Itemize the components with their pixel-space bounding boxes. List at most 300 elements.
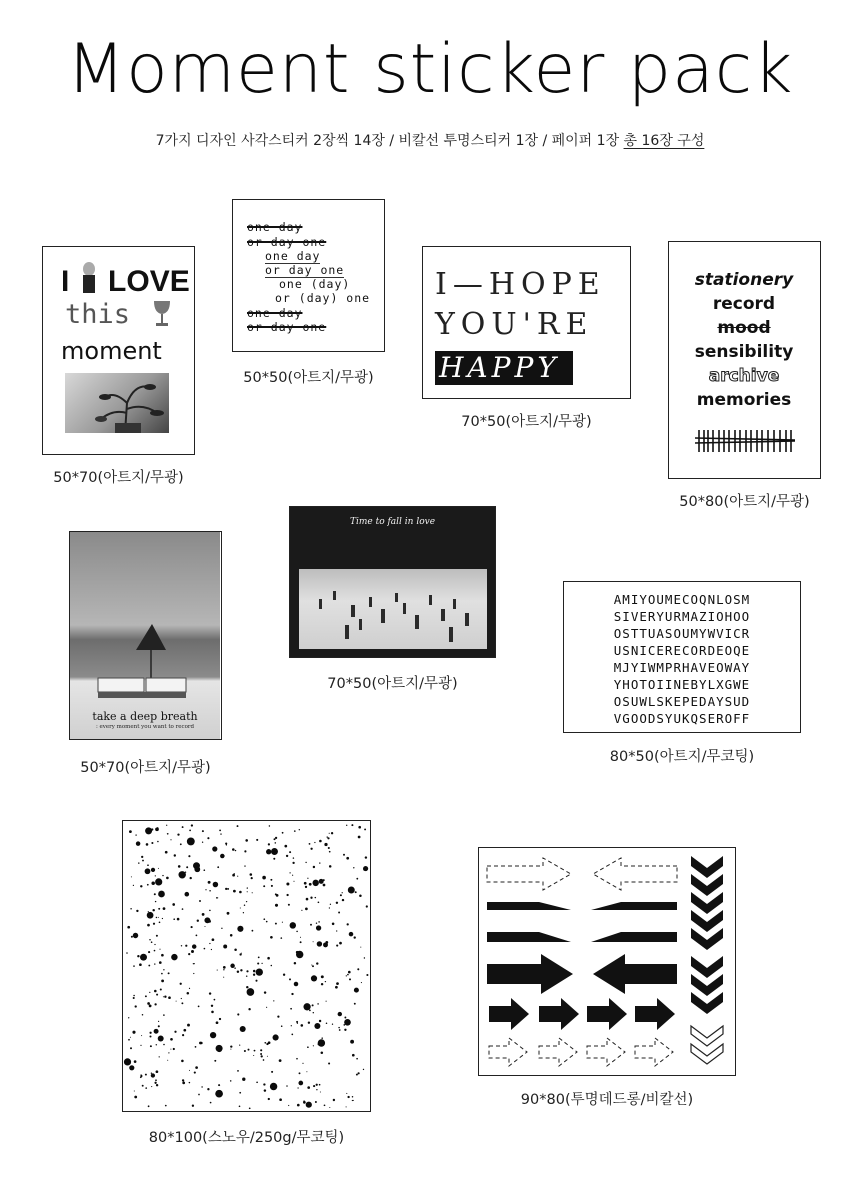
speckle-dot [237, 1070, 239, 1072]
speckle-dot [207, 837, 209, 839]
speckle-dot [154, 950, 156, 952]
speckle-dot [203, 869, 205, 871]
speckle-dot [244, 905, 245, 906]
speckle-dot [209, 943, 210, 944]
speckle-dot [158, 1021, 159, 1022]
speckle-dot [209, 910, 211, 912]
speckle-dot [264, 1089, 266, 1091]
speckle-dot [327, 836, 328, 837]
speckle-dot [157, 827, 159, 829]
speckle-dot [223, 977, 224, 978]
speckle-dot [356, 1058, 358, 1060]
speckle-dot [177, 918, 180, 921]
speckle-dot [139, 963, 142, 966]
speckle-dot [182, 1082, 185, 1085]
speckle-dot [319, 879, 324, 884]
speckle-dot [183, 1029, 186, 1032]
speckle-dot [310, 848, 312, 850]
speckle-dot [155, 875, 156, 876]
speckle-dot [271, 885, 273, 887]
speckle-dot [182, 826, 184, 828]
speckle-dot [237, 825, 239, 827]
speckle-dot [354, 1003, 356, 1005]
speckle-dot [268, 1041, 271, 1044]
speckle-dot [267, 957, 270, 960]
speckle-dot [204, 926, 205, 927]
speckle-dot [356, 1074, 358, 1076]
speckle-dot [328, 847, 330, 849]
love-line [61, 261, 190, 299]
speckle-dot [311, 964, 312, 965]
speckle-dot [156, 1044, 157, 1045]
speckle-dot [291, 993, 293, 995]
speckle-dot [332, 923, 335, 926]
speckle-dot [208, 920, 211, 923]
speckle-dot [256, 968, 263, 975]
speckle-dot [156, 1084, 158, 1086]
speckle-dot [317, 1003, 319, 1005]
caption-arrows: 90*80(투명데드롱/비칼선) [520, 1092, 694, 1108]
speckle-dot [187, 992, 190, 995]
speckle-dot [263, 1059, 265, 1061]
speckle-dot [342, 892, 343, 893]
speckle-dot [230, 934, 233, 937]
speckle-dot [162, 875, 163, 876]
sticker-love [42, 246, 195, 455]
speckle-dot [354, 988, 359, 993]
speckle-dot [131, 876, 132, 877]
speckle-dot [240, 907, 241, 908]
wordsearch-row: SIVERYURMAZIOHOO [613, 609, 751, 624]
speckle-dot [182, 1034, 184, 1036]
speckle-dot [232, 874, 235, 877]
speckle-dot [219, 829, 221, 831]
speckle-dot [248, 1049, 250, 1051]
speckle-dot [275, 893, 277, 895]
beach-text: take a deep breath [92, 710, 198, 723]
speckle-dot [251, 877, 253, 879]
speckle-dot [286, 882, 289, 885]
wordsearch-row: OSTTUASOUMYWVICR [613, 626, 751, 641]
speckle-dot [297, 1104, 300, 1107]
speckle-dot [149, 1004, 152, 1007]
speckle-dot [277, 1015, 279, 1017]
speckle-dot [181, 998, 182, 999]
speckle-dot [171, 954, 177, 960]
speckle-dot [130, 1037, 131, 1038]
speckle-dot [293, 881, 294, 882]
speckle-dot [244, 865, 245, 866]
dashed-right-arrow-icon [539, 1038, 577, 1066]
speckle-dot [292, 875, 293, 876]
speckle-dot [154, 990, 157, 993]
speckle-dot [247, 891, 248, 892]
speckle-dot [239, 891, 242, 894]
speckle-dot [140, 1045, 141, 1046]
speckle-dot [170, 1038, 173, 1041]
caption-oneday: 50*50(아트지/무광) [243, 370, 374, 386]
speckle-dot [297, 1087, 298, 1088]
speckle-dot [151, 1073, 155, 1077]
speckle-dot [313, 941, 314, 942]
speckle-dot [207, 1088, 209, 1090]
speckle-dot [286, 894, 288, 896]
speckle-dot [325, 981, 326, 982]
speckle-dot [134, 1090, 135, 1091]
speckle-dot [150, 1045, 152, 1047]
speckle-dot [256, 839, 258, 841]
speckle-dot [170, 1049, 171, 1050]
speckle-dot [303, 1100, 305, 1102]
speckle-dot [250, 873, 253, 876]
speckle-dot [134, 1096, 137, 1099]
speckle-dot [173, 1048, 175, 1050]
speckle-dot [213, 882, 219, 888]
speckle-dot [270, 879, 272, 881]
speckle-dot [333, 1099, 335, 1101]
speckle-dot [351, 824, 353, 826]
speckle-dot [214, 1060, 216, 1062]
speckle-dot [316, 925, 321, 930]
speckle-dot [142, 860, 144, 862]
word-memories: memories [696, 390, 792, 410]
speckle-dot [151, 868, 155, 872]
speckle-dot [349, 932, 354, 937]
page-subtitle [0, 130, 860, 150]
speckle-dot [197, 920, 199, 922]
speckle-dot [338, 912, 340, 914]
speckle-dot [141, 1035, 142, 1036]
speckle-dot [211, 1005, 213, 1007]
speckle-dot [308, 1022, 310, 1024]
speckle-dot [243, 912, 244, 913]
speckle-dot [267, 1056, 268, 1057]
speckle-dot [129, 830, 132, 833]
speckle-dot [237, 926, 243, 932]
speckle-dot [354, 936, 356, 938]
speckle-dot [290, 1008, 292, 1010]
speckle-dot [154, 1029, 159, 1034]
dashed-left-arrow-icon [593, 858, 677, 890]
speckle-dot [193, 862, 200, 869]
speckle-dot [342, 899, 344, 901]
speckle-dot [314, 842, 315, 843]
speckle-dot [366, 905, 368, 907]
speckle-dot [168, 996, 171, 999]
speckle-dot [142, 1014, 144, 1016]
speckle-dot [360, 947, 361, 948]
speckle-dot [352, 1054, 355, 1057]
chevron-down-icons [691, 856, 723, 1014]
speckle-dot [178, 865, 181, 868]
speckle-dot [340, 894, 342, 896]
left-arrow-icon [591, 902, 677, 910]
speckle-dot [275, 904, 278, 907]
speckle-dot [189, 1082, 190, 1083]
speckle-dot [246, 901, 247, 902]
speckle-dot [163, 996, 164, 997]
speckle-dot [141, 856, 143, 858]
speckle-dot [160, 988, 162, 990]
speckle-dot [282, 832, 284, 834]
speckle-dot [246, 970, 248, 972]
speckle-dot [217, 897, 218, 898]
speckle-dot [164, 995, 166, 997]
speckle-dot [242, 1078, 245, 1081]
speckle-dot [185, 892, 190, 897]
speckle-dot [131, 936, 133, 938]
speckle-dot [266, 849, 271, 854]
speckle-dot [225, 888, 227, 890]
speckle-dot [193, 963, 194, 964]
speckle-dot [260, 1053, 262, 1055]
speckle-dot [289, 872, 290, 873]
speckle-dot [140, 885, 142, 887]
speckle-dot [353, 867, 354, 868]
speckle-dot [329, 1107, 330, 1108]
speckle-dot [364, 828, 366, 830]
speckle-dot [166, 877, 169, 880]
speckle-dot [174, 854, 176, 856]
speckle-dot [191, 926, 193, 928]
speckle-dot [329, 833, 330, 834]
speckle-dot [158, 891, 165, 898]
speckle-dot [357, 968, 359, 970]
speckle-dot [253, 1055, 254, 1056]
plant-image [65, 373, 169, 433]
speckle-dot [225, 843, 227, 845]
speckle-dot [237, 876, 238, 877]
speckle-dot [327, 837, 329, 839]
speckle-dot [208, 881, 211, 884]
speckle-dot [248, 1008, 250, 1010]
speckle-dot [145, 1087, 147, 1089]
speckle-dot [156, 935, 158, 937]
wordsearch-row: USNICERECORDEOQE [613, 643, 751, 658]
speckle-dot [165, 1105, 167, 1107]
caption-wordsearch: 80*50(아트지/무코팅) [609, 749, 755, 765]
speckle-dot [255, 980, 257, 982]
speckle-dot [352, 1096, 354, 1098]
speckle-dot [253, 974, 255, 976]
dashed-right-arrow-icon [487, 858, 571, 890]
speckle-dot [146, 843, 149, 846]
speckle-dot [352, 1100, 353, 1101]
plant-photo [65, 373, 169, 433]
speckle-dot [271, 848, 278, 855]
speckle-dot [346, 975, 347, 976]
speckle-dot [312, 965, 314, 967]
speckle-dot [158, 908, 160, 910]
speckle-dot [302, 1063, 303, 1064]
speckle-dot [191, 824, 193, 826]
speckle-dot [148, 951, 150, 953]
speckle-dot [326, 1022, 328, 1024]
speckle-dot [313, 1012, 314, 1013]
speckle-dot [216, 1021, 219, 1024]
speckle-dot [138, 862, 139, 863]
speckle-dot [212, 846, 217, 851]
speckle-dot [366, 974, 368, 976]
speckle-dot [307, 1086, 310, 1089]
speckle-dot [329, 865, 332, 868]
speckle-dot [163, 1044, 165, 1046]
speckle-dot [321, 1052, 324, 1055]
speckle-dot [217, 970, 218, 971]
speckle-dot [290, 922, 296, 928]
oneday-line-2: or day one [247, 235, 327, 249]
speckle-dot [136, 910, 138, 912]
speckle-dot [163, 907, 166, 910]
speckle-dot [300, 941, 302, 943]
speckle-dot [328, 1062, 330, 1064]
glass-icon [152, 299, 172, 327]
crowd-photo [299, 569, 487, 649]
speckle-dot [237, 970, 239, 972]
speckle-dot [286, 1085, 288, 1087]
speckle-dot [268, 843, 270, 845]
speckle-dot [305, 886, 307, 888]
speckle-dot [309, 883, 312, 886]
speckle-dot [211, 1011, 214, 1014]
arrows-image [479, 848, 736, 1076]
speckle-dot [158, 1036, 164, 1042]
speckle-dot [161, 973, 163, 975]
speckle-dot [261, 1055, 263, 1057]
speckle-dot [286, 855, 288, 857]
speckle-dot [181, 1060, 184, 1063]
speckle-dot [186, 866, 188, 868]
speckle-dot [159, 949, 160, 950]
speckle-dot [193, 973, 194, 974]
speckle-dot [350, 1040, 354, 1044]
speckle-dot [307, 1046, 309, 1048]
speckle-dot [313, 1045, 314, 1046]
speckle-dot [176, 1001, 177, 1002]
wordsearch-row: OSUWLSKEPEDAYSUD [613, 694, 751, 709]
speckle-dot [163, 969, 164, 970]
speckle-dot [127, 926, 130, 929]
speckle-dot [364, 957, 365, 958]
speckle-dot [284, 845, 287, 848]
speckle-dot [305, 862, 306, 863]
speckle-dot [158, 868, 159, 869]
speckle-dot [336, 982, 339, 985]
speckle-dot [234, 949, 237, 952]
speckle-dot [151, 882, 154, 885]
right-arrow-icon [587, 998, 627, 1030]
speckle-dot [192, 1105, 194, 1107]
speckle-dot [159, 961, 162, 964]
speckle-dot [237, 1013, 239, 1015]
speckle-dot [134, 1060, 137, 1063]
speckle-dot [136, 841, 141, 846]
speckle-dot [254, 1050, 256, 1052]
speckle-dot [158, 917, 159, 918]
speckle-dot [258, 957, 260, 959]
speckle-dot [316, 922, 317, 923]
speckle-dot [273, 858, 275, 860]
speckle-dot [305, 908, 308, 911]
speckle-dot [264, 1042, 266, 1044]
speckle-dot [301, 1024, 304, 1027]
speckle-dot [347, 974, 349, 976]
speckle-dot [147, 1002, 150, 1005]
sticker-oneday [232, 199, 385, 352]
speckle-dot [246, 975, 247, 976]
speckle-dot [339, 942, 342, 945]
speckle-dot [289, 851, 291, 853]
speckle-dot [181, 1002, 183, 1004]
speckle-dot [154, 944, 155, 945]
speckle-dot [275, 837, 277, 839]
speckle-dot [268, 1098, 270, 1100]
speckle-dot [343, 1024, 345, 1026]
speckle-dot [233, 890, 236, 893]
speckle-dot [130, 1047, 132, 1049]
speckle-dot [314, 1023, 320, 1029]
speckle-dot [271, 1071, 273, 1073]
speckle-dot [279, 1098, 282, 1101]
speckle-dot [252, 892, 253, 893]
subtitle-total: 총 16장 구성 [623, 133, 705, 149]
speckle-dot [218, 1090, 220, 1092]
speckle-dot [289, 978, 291, 980]
love-i: I [61, 265, 70, 298]
page-title: Moment sticker pack [66, 30, 794, 109]
speckle-dot [347, 1096, 349, 1098]
speckle-dot [356, 878, 358, 880]
speckle-dot [239, 953, 241, 955]
speckle-dot [187, 837, 195, 845]
speckle-dot [244, 850, 246, 852]
speckle-dot [249, 1107, 251, 1109]
speckle-dot [349, 978, 351, 980]
speckle-dot [148, 911, 149, 912]
speckle-dot [140, 1076, 142, 1078]
speckle-dot [185, 871, 186, 872]
speckle-dot [168, 972, 170, 974]
speckle-dot [281, 1025, 283, 1027]
speckle-dot [195, 1066, 198, 1069]
speckle-dot [205, 889, 206, 890]
speckle-dot [293, 857, 294, 858]
speckle-dot [303, 1003, 310, 1010]
speckle-dot [129, 1065, 134, 1070]
this-word: this [65, 299, 131, 330]
speckle-dot [321, 975, 324, 978]
speckle-dot [230, 1080, 232, 1082]
speckle-dot [154, 963, 155, 964]
speckle-dot [161, 980, 164, 983]
speckle-dot [246, 986, 248, 988]
speckle-dot [306, 1102, 312, 1108]
speckle-dot [247, 988, 255, 996]
speckle-dot [262, 876, 266, 880]
speckle-dot [149, 992, 150, 993]
speckle-dot [260, 1049, 262, 1051]
oneday-line-7: one day [247, 306, 303, 320]
speckle-dot [310, 924, 312, 926]
speckle-dot [194, 1072, 196, 1074]
speckle-dot [204, 948, 206, 950]
speckle-dot [234, 967, 236, 969]
speckle-dot [209, 992, 211, 994]
speckle-dot [301, 910, 302, 911]
speckle-dot [145, 1074, 147, 1076]
speckle-dot [145, 995, 147, 997]
speckle-dot [312, 880, 318, 886]
